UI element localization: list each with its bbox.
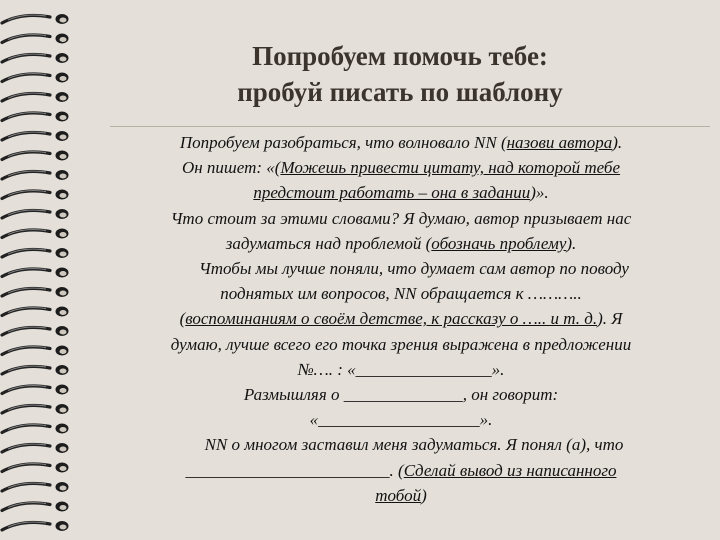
line-quote: [88, 155, 714, 180]
text-segment: Он пишет: «(: [181, 158, 281, 178]
spiral-ring: [2, 502, 69, 512]
spiral-ring: [2, 131, 69, 141]
spiral-ring: [2, 346, 69, 356]
line-best-expressed: думаю, лучше всего его точка зрения выражена в предложении: [170, 334, 632, 354]
text-segment: ________________________. (: [185, 460, 404, 480]
line-author-view: Чтобы мы лучше поняли, что думает сам автор по поводу: [199, 259, 629, 279]
line-author: [88, 130, 714, 155]
line-refers-to: поднятых им вопросов, NN обращается к ………..: [220, 284, 582, 304]
line-reflecting: Размышляя о ______________, он говорит:: [243, 385, 559, 405]
spiral-ring: [2, 170, 69, 180]
spiral-ring: [2, 190, 69, 200]
hint-author: назови автора: [506, 133, 613, 152]
title-divider: [110, 126, 710, 127]
spiral-ring: [2, 34, 69, 44]
spiral-ring: [2, 326, 69, 336]
spiral-ring: [2, 482, 69, 492]
spiral-binding: [0, 0, 78, 540]
line-conclusion-blank: [88, 458, 714, 483]
spiral-ring: [2, 287, 69, 297]
hint-problem: обозначь проблему: [431, 233, 567, 253]
spiral-ring: [2, 14, 69, 24]
text-segment: Попробуем разобраться, что волновало NN (: [179, 133, 507, 152]
spiral-ring: [2, 307, 69, 317]
line-quote-cont: [88, 180, 714, 205]
spiral-ring: [2, 151, 69, 161]
text-segment: )».: [530, 183, 549, 203]
spiral-ring: [2, 521, 69, 531]
spiral-ring: [2, 209, 69, 219]
spiral-ring: [2, 73, 69, 83]
line-conclusion: NN о многом заставил меня задуматься. Я понял (а), что: [204, 435, 624, 455]
line-meaning: Что стоит за этими словами? Я думаю, автор призывает нас: [170, 208, 632, 228]
spiral-ring: [2, 424, 69, 434]
line-conclusion-end: [88, 483, 714, 508]
spiral-ring: [2, 248, 69, 258]
spiral-ring: [2, 463, 69, 473]
line-sentence-number: №…. : «________________».: [297, 359, 505, 379]
hint-quote-cont: предстоит работать – она в задании: [253, 183, 531, 203]
spiral-ring: [2, 229, 69, 239]
text-segment: ).: [566, 233, 577, 253]
spiral-ring: [2, 365, 69, 375]
hint-examples: воспоминаниям о своём детстве, к рассказу о ….. и т. д.: [185, 309, 598, 329]
title-line-2: пробуй писать по шаблону: [237, 77, 563, 107]
slide-title: [130, 38, 670, 110]
spiral-ring: [2, 385, 69, 395]
spiral-ring: [2, 404, 69, 414]
text-segment: ): [421, 485, 427, 505]
hint-conclusion-end: тобой: [375, 485, 422, 505]
line-problem: [88, 231, 714, 256]
spiral-ring: [2, 53, 69, 63]
title-line-1: Попробуем помочь тебе:: [252, 41, 548, 71]
text-segment: ). Я: [597, 309, 623, 329]
template-text: [88, 130, 714, 508]
spiral-ring: [2, 268, 69, 278]
text-segment: (: [179, 309, 186, 329]
spiral-ring: [2, 443, 69, 453]
text-segment: задуматься над проблемой (: [225, 233, 432, 253]
line-says: «___________________».: [309, 410, 493, 430]
spiral-ring: [2, 112, 69, 122]
hint-conclusion: Сделай вывод из написанного: [403, 460, 617, 480]
text-segment: ).: [612, 133, 623, 152]
spiral-ring: [2, 92, 69, 102]
line-examples: [88, 306, 714, 331]
hint-quote: Можешь привести цитату, над которой тебе: [280, 158, 621, 178]
